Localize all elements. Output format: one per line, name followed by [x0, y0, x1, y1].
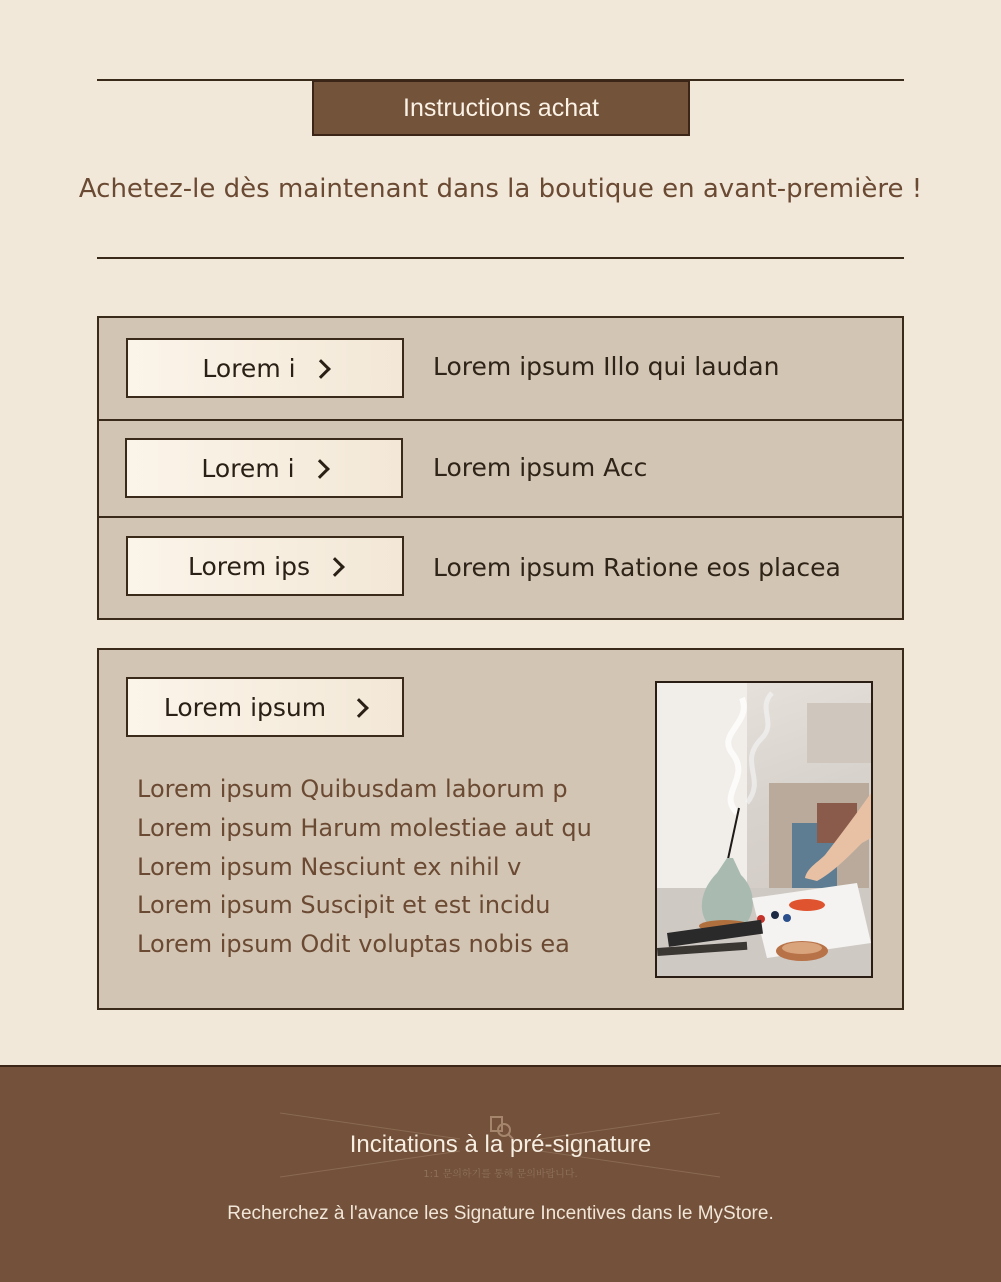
bottom-divider: [97, 257, 904, 259]
step-3-text: Lorem ipsum Ratione eos placea: [433, 553, 841, 582]
steps-panel: [97, 316, 904, 620]
step-row: [99, 318, 902, 416]
chevron-right-icon: [349, 698, 369, 718]
step-row: [99, 419, 902, 519]
footer-title: Incitations à la pré-signature: [349, 1131, 652, 1158]
list-item: Lorem ipsum Harum molestiae aut qu: [137, 813, 592, 842]
chevron-right-icon: [325, 557, 345, 577]
incense-illustration: [657, 683, 871, 976]
footer: [0, 1065, 1001, 1282]
chevron-right-icon: [310, 459, 330, 479]
incense-photo: [655, 681, 873, 978]
detail-panel: [97, 648, 904, 1010]
step-3-button-label: Lorem ips: [187, 551, 311, 581]
step-2-button-label: Lorem i: [201, 453, 295, 483]
list-item: Lorem ipsum Quibusdam laborum p: [137, 775, 568, 803]
chevron-right-icon: [311, 359, 331, 379]
section-title-text: Instructions achat: [403, 93, 599, 122]
footer-description: Recherchez à l'avance les Signature Incentives dans le MyStore.: [227, 1203, 774, 1224]
list-item: Lorem ipsum Odit voluptas nobis ea: [137, 930, 570, 959]
list-item: Lorem ipsum Nesciunt ex nihil v: [137, 852, 522, 881]
watermark-text: 1:1 문의하기를 통해 문의바랍니다.: [423, 1169, 578, 1180]
detail-button-label: Lorem ipsum: [163, 692, 327, 722]
detail-button[interactable]: [126, 677, 404, 737]
step-2-button[interactable]: [125, 438, 403, 498]
page-subtitle: Achetez-le dès maintenant dans la boutique en avant-première !: [78, 174, 923, 204]
step-1-button[interactable]: [126, 338, 404, 398]
section-title: [312, 80, 690, 136]
detail-list: [137, 770, 592, 964]
step-row: [99, 516, 902, 616]
step-3-button[interactable]: [126, 536, 404, 596]
list-item: Lorem ipsum Suscipit et est incidu: [137, 891, 551, 920]
step-2-text: Lorem ipsum Acc: [433, 453, 648, 482]
step-1-text: Lorem ipsum Illo qui laudan: [433, 352, 780, 381]
step-1-button-label: Lorem i: [202, 353, 296, 383]
